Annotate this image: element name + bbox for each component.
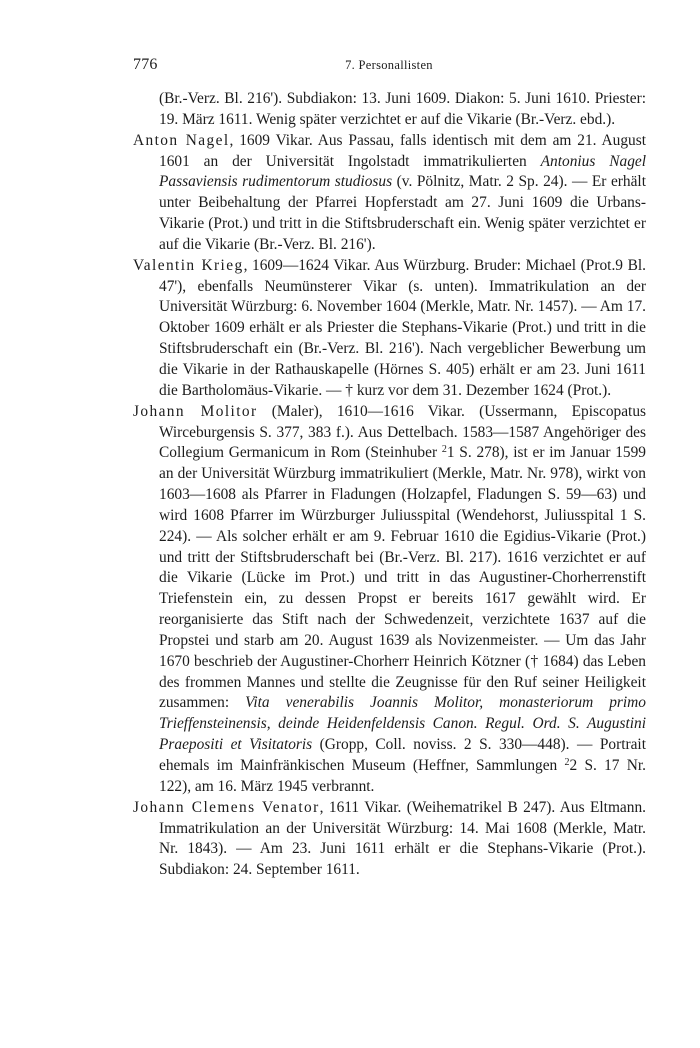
- entry-text: (v. Pölnitz, Matr. 2 Sp. 24). — Er erhält unter Beibehaltung der Pfarrei Hopferstadt am 27. Juni 1609 die Urbans-Vikarie (Prot.) und tritt in die Stiftsbruderschaft ein. Wenig später verzichtet er auf die Vikarie (Br.-Verz. Bl. 216').: [159, 173, 646, 253]
- entry-nagel: [133, 131, 646, 256]
- document-body: [133, 89, 646, 881]
- entry-text: 1 S. 278), ist er im Januar 1599 an der Universität Würzburg immatrikuliert (Merkle, Matr. Nr. 978), wirkt von 1603—1608 als Pfarrer in Fladungen (Holzapfel, Fladungen S. 59—63) und wird 1608 Pfarrer im Würzburger Juliusspital (Wendehorst, Juliusspital 1 S. 224). — Als solcher erhält er am 9. Februar 1610 die Egidius-Vikarie (Prot.) und tritt der Stiftsbruderschaft bei (Br.-Verz. Bl. 217). 1616 verzichtet er auf die Vikarie (Lücke im Prot.) und tritt in das Augustiner-Chorherrenstift Triefenstein ein, zu dessen Propst er bereits 1617 gewählt wird. Er reorganisierte das Stift nach der Schwedenzeit, verzichtete 1637 auf die Propstei und starb am 20. August 1639 als Novizenmeister. — Um das Jahr 1670 beschrieb der Augustiner-Chorherr Heinrich Kötzner († 1684) das Leben des frommen Mannes und stellte die Zeugnisse für den Ruf seiner Heiligkeit zusammen:: [159, 444, 646, 712]
- italic-citation: Antonius Nagel Passaviensis rudimentorum studiosus: [159, 152, 646, 191]
- entry-continuation: [133, 89, 646, 131]
- entry-krieg: [133, 256, 646, 402]
- italic-citation: Vita venerabilis Joannis Molitor, monasteriorum primo Trieffensteinensis, deinde Heidenfeldensis Canon. Regul. Ord. S. Augustini Praepositi et Visitatoris: [159, 694, 646, 754]
- person-name: Johann Molitor: [133, 402, 258, 420]
- page-number: 776: [133, 56, 158, 73]
- entry-text: (Gropp, Coll. noviss. 2 S. 330—448). — Portrait ehemals im Mainfränkischen Museum (Heffner, Sammlungen: [159, 736, 646, 774]
- entry-text: , 1611 Vikar. (Weihematrikel B 247). Aus Eltmann. Immatrikulation an der Universität Würzburg: 14. Mai 1608 (Merkle, Matr. Nr. 1843). — Am 23. Juni 1611 erhält er die Stephans-Vikarie (Prot.). Subdiakon: 24. September 1611.: [159, 798, 646, 879]
- running-title: 7. Personallisten: [345, 58, 433, 72]
- entry-venator: [133, 798, 646, 881]
- entry-molitor: [133, 402, 646, 798]
- entry-text: , 1609 Vikar. Aus Passau, falls identisch mit dem am 21. August 1601 an der Universität Ingolstadt immatrikulierten: [159, 131, 646, 170]
- entry-text: , 1609—1624 Vikar. Aus Würzburg. Bruder: Michael (Prot.9 Bl. 47'), ebenfalls Neumünsterer Vikar (s. unten). Immatrikulation an der Universität Würzburg: 6. November 1604 (Merkle, Matr. Nr. 1457). — Am 17. Oktober 1609 erhält er als Priester die Stephans-Vikarie (Prot.) und tritt in die Stiftsbruderschaft ein (Br.-Verz. Bl. 216'). Nach vergeblicher Bewerbung um die Vikarie in der Rathauskapelle (Hörnes S. 405) erhält er am 23. Juni 1611 die Bartholomäus-Vikarie. — † kurz vor dem 31. Dezember 1624 (Prot.).: [159, 256, 647, 399]
- entry-text: (Br.-Verz. Bl. 216'). Subdiakon: 13. Juni 1609. Diakon: 5. Juni 1610. Priester: 19. März 1611. Wenig später verzichtet er auf die Vikarie (Br.-Verz. ebd.).: [159, 90, 646, 128]
- edition-superscript: 2: [441, 444, 447, 456]
- page-header: [133, 56, 645, 76]
- person-name: Anton Nagel: [133, 131, 230, 149]
- entry-text: 2 S. 17 Nr. 122), am 16. März 1945 verbrannt.: [159, 757, 646, 795]
- person-name: Valentin Krieg: [133, 256, 244, 274]
- entry-text: (Maler), 1610—1616 Vikar. (Ussermann, Episcopatus Wirceburgensis S. 377, 383 f.). Aus Dettelbach. 1583—1587 Angehöriger des Collegium Germanicum in Rom (Steinhuber: [159, 402, 647, 462]
- edition-superscript: 2: [564, 757, 570, 768]
- person-name: Johann Clemens Venator: [133, 798, 320, 816]
